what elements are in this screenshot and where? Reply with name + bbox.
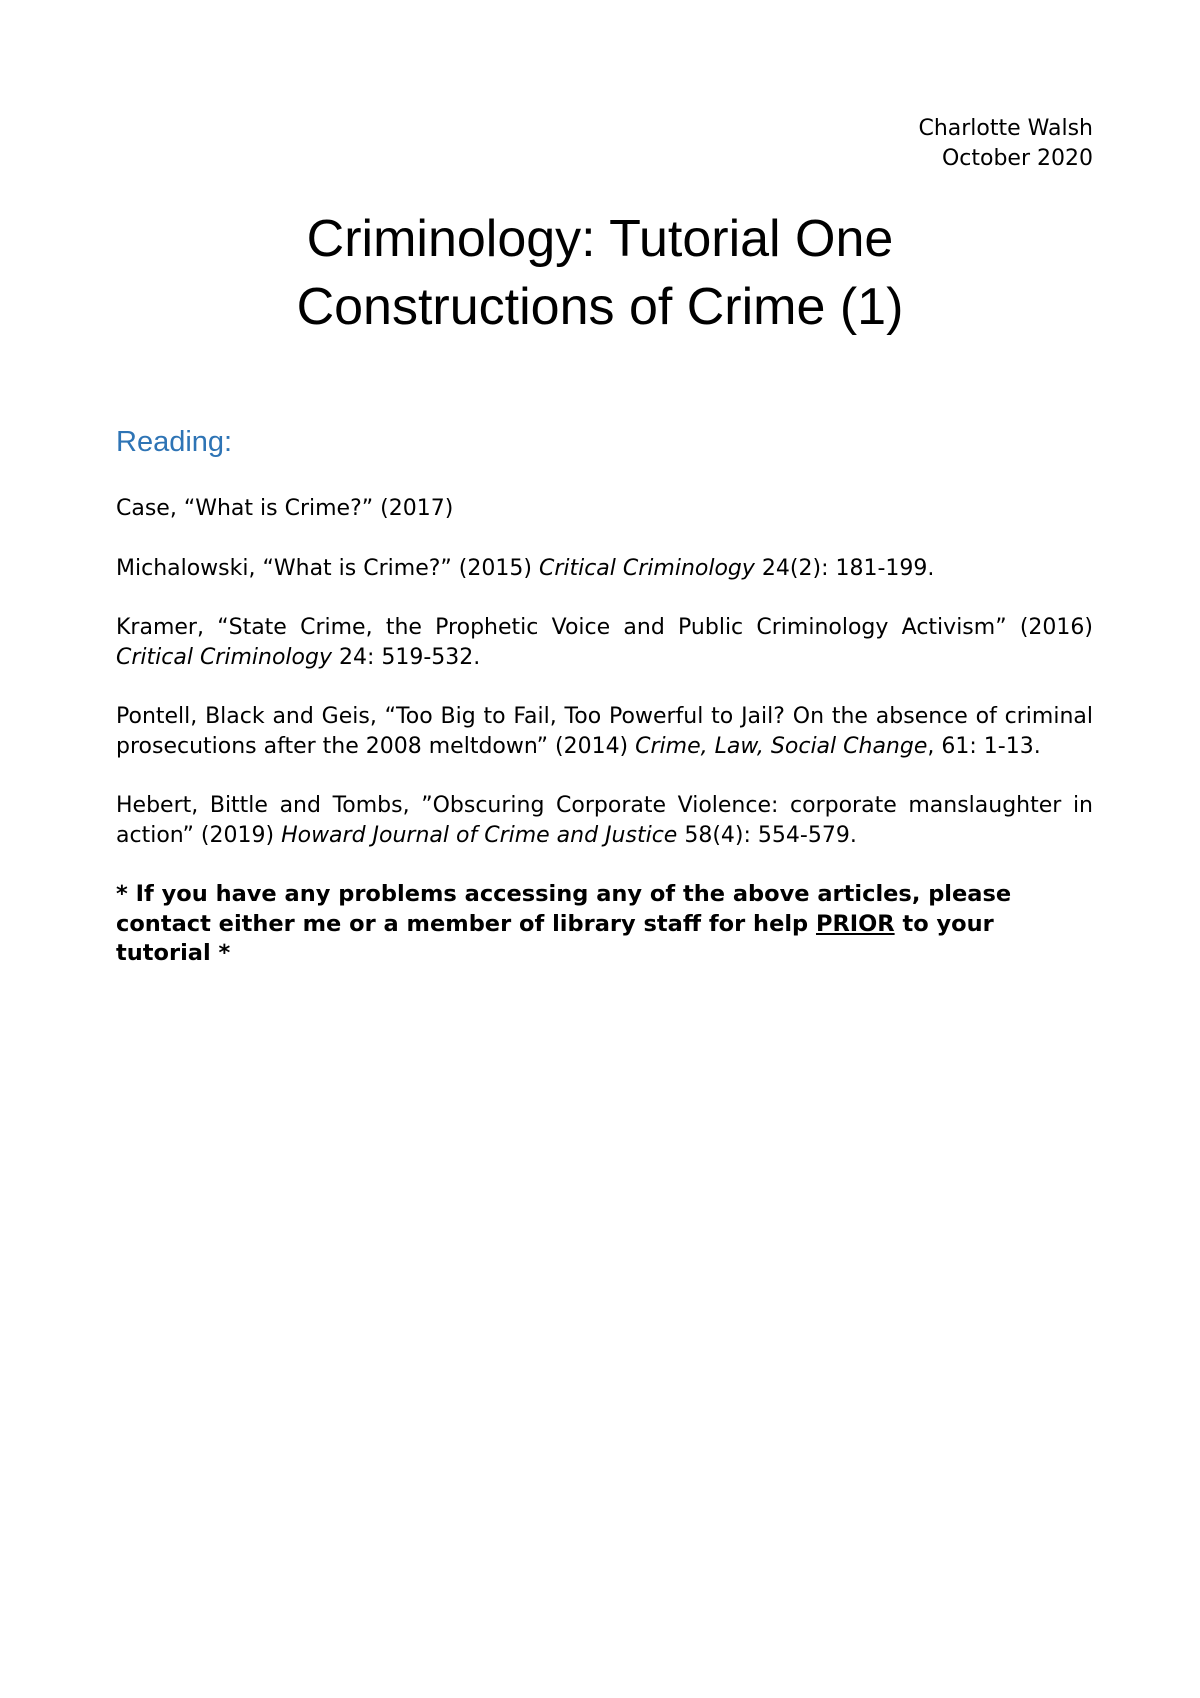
reference-item xyxy=(116,613,1093,672)
reference-item xyxy=(116,494,1093,524)
journal-title: Howard Journal of Crime and Justice xyxy=(281,822,678,848)
reading-heading: Reading: xyxy=(116,426,233,458)
title-line-1: Criminology: Tutorial One xyxy=(306,210,894,268)
reading-list xyxy=(116,494,1093,969)
reference-citation: , 61: 1-13. xyxy=(927,733,1041,759)
note-emphasis: PRIOR xyxy=(815,910,895,937)
note-text: * If you have any problems accessing any of the above articles, please contact either me or a member of library staff for help xyxy=(116,881,1012,937)
note-text-end: to your tutorial * xyxy=(116,910,994,966)
journal-title: Crime, Law, Social Change xyxy=(635,733,928,759)
access-note xyxy=(116,880,1093,969)
journal-title: Critical Criminology xyxy=(116,644,332,670)
reference-item xyxy=(116,554,1093,584)
reference-item xyxy=(116,702,1093,761)
reference-text: Hebert, Bittle and Tombs, ”Obscuring Corporate Violence: corporate manslaughter in action” (2019) xyxy=(116,793,1093,848)
reference-text: Kramer, “State Crime, the Prophetic Voice and Public Criminology Activism” (2016) xyxy=(116,615,1093,640)
reference-citation: 24: 519-532. xyxy=(331,644,481,670)
document-date: October 2020 xyxy=(941,146,1093,171)
reference-text: Michalowski, “What is Crime?” (2015) xyxy=(116,555,539,581)
document-title xyxy=(0,205,1200,341)
reference-item xyxy=(116,791,1093,850)
author-name: Charlotte Walsh xyxy=(918,116,1093,141)
journal-title: Critical Criminology xyxy=(538,555,755,581)
title-line-2: Constructions of Crime (1) xyxy=(296,278,904,336)
reference-citation: 58(4): 554-579. xyxy=(677,822,857,848)
author-block xyxy=(918,114,1093,174)
reference-text: Pontell, Black and Geis, “Too Big to Fail, Too Powerful to Jail? On the absence of criminal prosecutions after the 2008 meltdown” (2014) xyxy=(116,704,1093,759)
reference-text: Case, “What is Crime?” (2017) xyxy=(116,496,454,521)
reference-citation: 24(2): 181-199. xyxy=(754,555,935,581)
